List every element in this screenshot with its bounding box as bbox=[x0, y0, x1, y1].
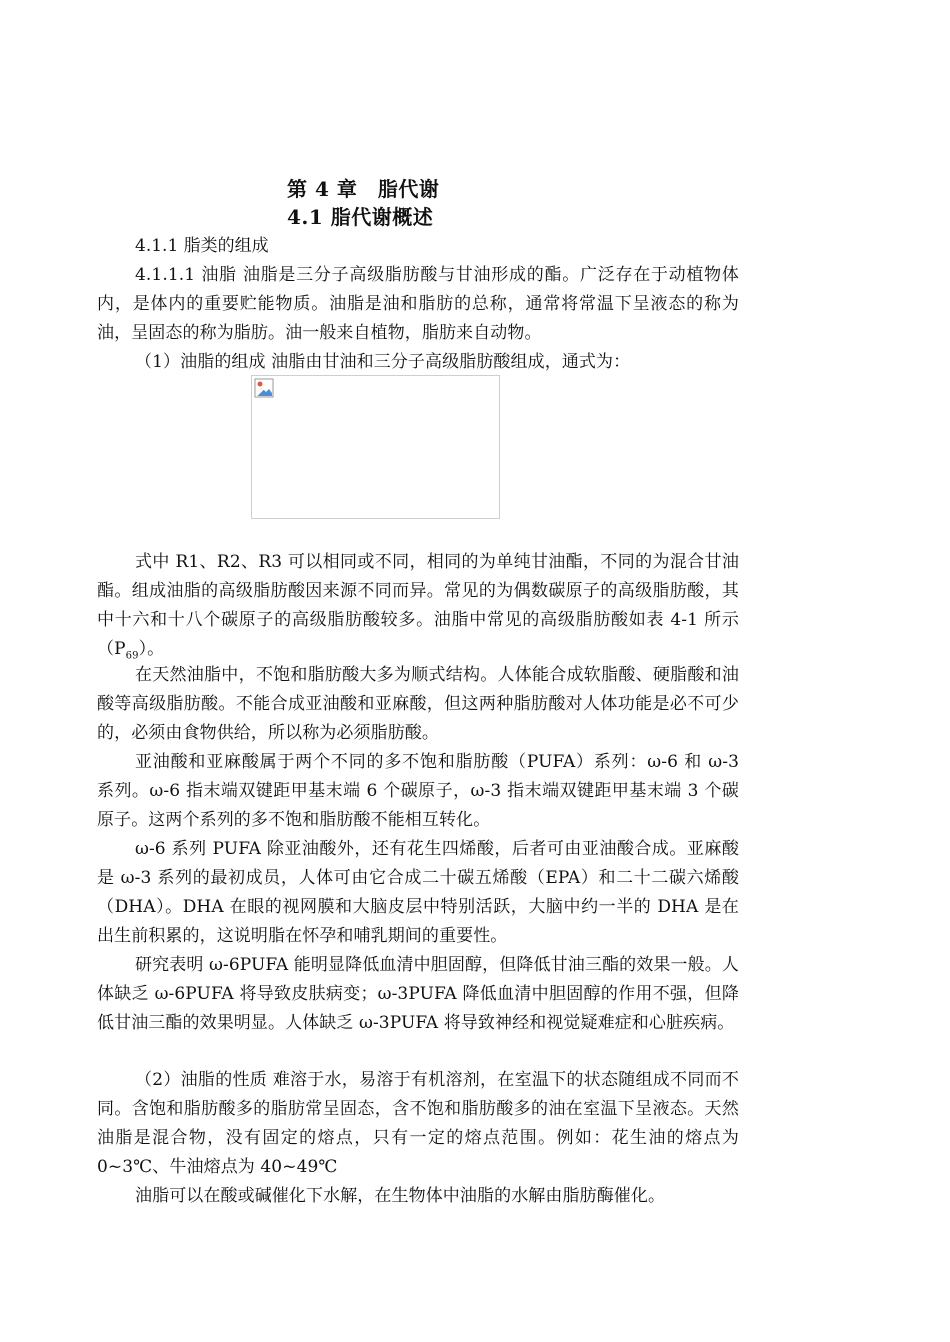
paragraph-pufa-research: 研究表明 ω-6PUFA 能明显降低血清中胆固醇，但降低甘油三酯的效果一般。人体缺乏 ω-6PUFA 将导致皮肤病变；ω-3PUFA 降低血清中胆固醇的作用不强，但降低甘油三酯的效果明显。人体缺乏 ω-3PUFA 将导致神经和视觉疑难症和心脏疾病。 bbox=[97, 955, 739, 1033]
page-ref-subscript: 69 bbox=[125, 650, 139, 662]
formula-image-placeholder bbox=[251, 375, 500, 519]
paragraph-oil-definition: 4.1.1.1 油脂 油脂是三分子高级脂肪酸与甘油形成的酯。广泛存在于动植物体内，是体内的重要贮能物质。油脂是油和脂肪的总称，通常将常温下呈液态的称为油，呈固态的称为脂肪。油一般来自植物，脂肪来自动物。 bbox=[97, 265, 739, 343]
paragraph-formula-text: 式中 R1、R2、R3 可以相同或不同，相同的为单纯甘油酯，不同的为混合甘油酯。组成油脂的高级脂肪酸因来源不同而异。常见的为偶数碳原子的高级脂肪酸，其中十六和十八个碳原子的高级脂肪酸较多。油脂中常见的高级脂肪酸如表 4-1 所示（P bbox=[97, 552, 739, 659]
paragraph-unsaturated-fatty-acids: 在天然油脂中，不饱和脂肪酸大多为顺式结构。人体能合成软脂酸、硬脂酸和油酸等高级脂肪酸。不能合成亚油酸和亚麻酸，但这两种脂肪酸对人体功能是必不可少的，必须由食物供给，所以称为必须脂肪酸。 bbox=[97, 665, 739, 743]
paragraph-oil-properties: （2）油脂的性质 难溶于水，易溶于有机溶剂，在室温下的状态随组成不同而不同。含饱和脂肪酸多的脂肪常呈固态，含不饱和脂肪酸多的油在室温下呈液态。天然油脂是混合物，没有固定的熔点，只有一定的熔点范围。例如：花生油的熔点为 0~3℃、牛油熔点为 40~49℃ bbox=[97, 1070, 739, 1177]
chapter-title: 第 4 章 脂代谢 bbox=[287, 177, 440, 201]
paragraph-formula-explanation bbox=[97, 548, 739, 664]
section-title: 4.1 脂代谢概述 bbox=[287, 205, 434, 229]
broken-image-icon bbox=[254, 378, 274, 398]
paragraph-oil-composition: （1）油脂的组成 油脂由甘油和三分子高级脂肪酸组成，通式为： bbox=[135, 352, 631, 372]
paragraph-oil-hydrolysis: 油脂可以在酸或碱催化下水解，在生物体中油脂的水解由脂肪酶催化。 bbox=[135, 1186, 666, 1206]
paragraph-formula-end: ）。 bbox=[138, 639, 165, 659]
subsection-heading: 4.1.1 脂类的组成 bbox=[135, 236, 269, 256]
paragraph-pufa-series: 亚油酸和亚麻酸属于两个不同的多不饱和脂肪酸（PUFA）系列：ω-6 和 ω-3 系列。ω-6 指末端双键距甲基末端 6 个碳原子，ω-3 指末端双键距甲基末端 3 个碳原子。这两个系列的多不饱和脂肪酸不能相互转化。 bbox=[97, 752, 739, 830]
paragraph-omega6-series: ω-6 系列 PUFA 除亚油酸外，还有花生四烯酸，后者可由亚油酸合成。亚麻酸是 ω-3 系列的最初成员，人体可由它合成二十碳五烯酸（EPA）和二十二碳六烯酸（DHA）。DHA 在眼的视网膜和大脑皮层中特别活跃，大脑中约一半的 DHA 是在出生前积累的，这说明脂在怀孕和哺乳期间的重要性。 bbox=[97, 839, 739, 946]
